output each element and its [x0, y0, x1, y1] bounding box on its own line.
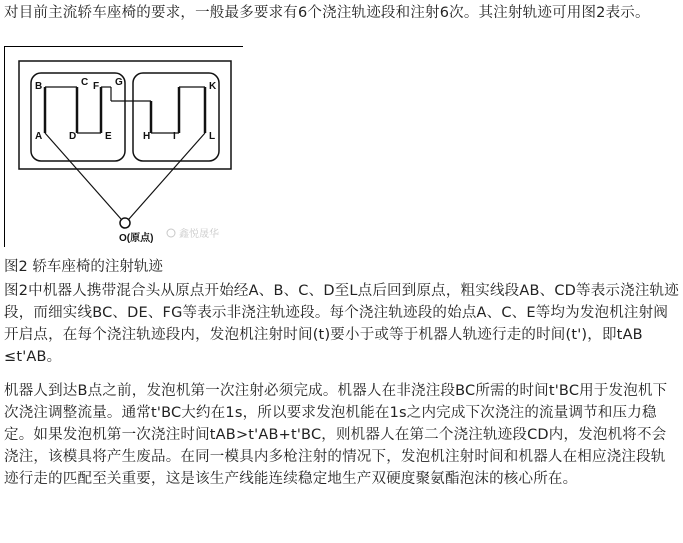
origin-to-a-line: [45, 133, 121, 219]
label-i: I: [173, 131, 176, 142]
intro-paragraph: 对目前主流轿车座椅的要求，一般最多要求有6个浇注轨迹段和注射6次。其注射轨迹可用图2表示。: [4, 5, 650, 21]
label-c: C: [81, 77, 89, 88]
label-l: L: [209, 131, 216, 142]
label-f: F: [93, 81, 100, 92]
label-a: A: [35, 131, 43, 142]
watermark-text: 鑫悦晟华: [179, 229, 219, 240]
origin-label: O(原点): [119, 233, 154, 244]
trajectory-figure: [4, 46, 243, 247]
body-paragraph-2: 图2中机器人携带混合头从原点开始经A、B、C、D至L点后回到原点，粗实线段AB、CD等表示浇注轨迹段，而细实线BC、DE、FG等表示非浇注轨迹段。每个浇注轨迹段的始点A、C、E等均为发泡机注射阀开启点，在每个浇注轨迹段内，发泡机注射时间(t)要小于或等于机器人轨迹行走的时间(t')，即tAB ≤t'AB。: [4, 283, 679, 365]
label-e: E: [105, 131, 112, 142]
label-b: B: [35, 81, 43, 92]
origin-point: [120, 218, 130, 228]
label-d: D: [69, 131, 77, 142]
body-paragraph-3: 机器人到达B点之前，发泡机第一次注射必须完成。机器人在非浇注段BC所需的时间t'BC用于发泡机下次浇注调整流量。通常t'BC大约在1s，所以要求发泡机能在1s之内完成下次浇注的流量调节和压力稳定。如果发泡机第一次浇注时间tAB>t'AB+t'BC，则机器人在第二个浇注轨迹段CD内，发泡机将不会浇注，该模具将产生废品。在同一模具内多枪注射的情况下，发泡机注射时间和机器人在相应浇注段轨迹行走的匹配至关重要，这是该生产线能连续稳定地生产双硬度聚氨酯泡沫的核心所在。: [4, 383, 668, 487]
l-to-origin-line: [129, 133, 205, 219]
label-h: H: [143, 131, 151, 142]
label-k: K: [209, 81, 217, 92]
watermark: [167, 227, 219, 240]
label-g: G: [115, 77, 123, 88]
trajectory-diagram: [5, 47, 243, 247]
figure-caption: 图2 轿车座椅的注射轨迹: [4, 259, 163, 275]
